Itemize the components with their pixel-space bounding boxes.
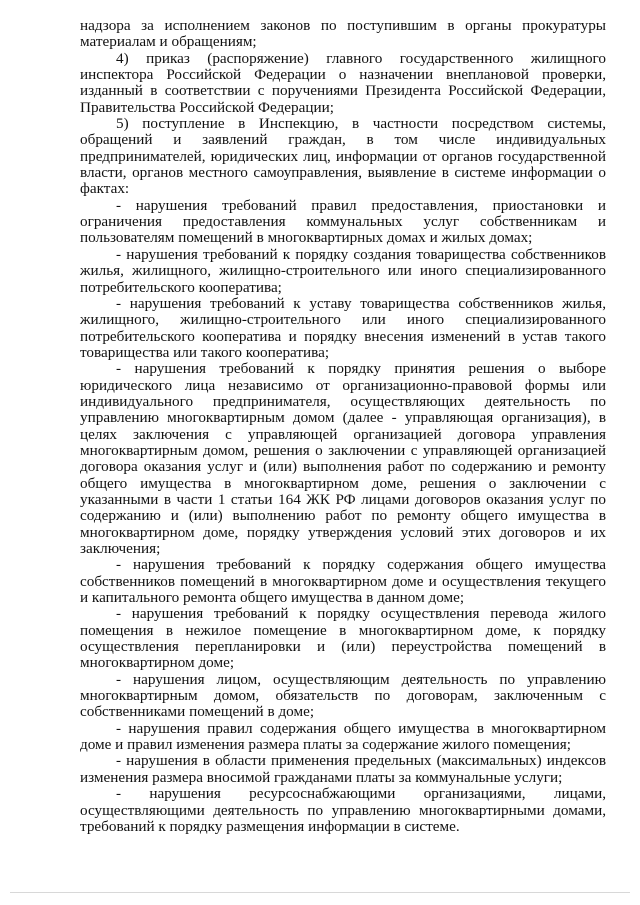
paragraph-item-5: 5) поступление в Инспекцию, в частности посредством системы, обращений и заявлений граждан, в том числе индивидуальных предпринимателей, юридических лиц, информации от органов государственной власти, органов местного самоуправления, выявление в системе информации о фактах: <box>80 115 606 198</box>
bullet-utility-indices: - нарушения в области применения предельных (максимальных) индексов изменения размера вносимой гражданами платы за коммунальные услуги; <box>80 752 606 786</box>
bullet-management-obligations: - нарушения лицом, осуществляющим деятельность по управлению многоквартирным домом, обязательств по договорам, заключенным с собственниками помещений в доме; <box>80 670 606 721</box>
bullet-common-property-maintenance: - нарушения требований к порядку содержания общего имущества собственников помещений в многоквартирном доме и осуществления текущего и капитального ремонта общего имущества в данном доме; <box>80 556 606 607</box>
paragraph-item-4: 4) приказ (распоряжение) главного государственного жилищного инспектора Российской Федерации о назначении внеплановой проверки, изданный в соответствии с поручениями Президента Российской Федерации, Правительства Российской Федерации; <box>80 49 606 116</box>
bullet-utilities-provision: - нарушения требований правил предоставления, приостановки и ограничения предоставления коммунальных услуг собственникам и пользователям помещений в многоквартирных домах и жилых домах; <box>80 196 606 247</box>
document-page <box>80 18 606 835</box>
bullet-hoa-creation: - нарушения требований к порядку создания товарищества собственников жилья, жилищного, жилищно-строительного или иного специализированного потребительского кооператива; <box>80 245 606 296</box>
bullet-maintenance-rules: - нарушения правил содержания общего имущества в многоквартирном доме и правил изменения размера платы за содержание жилого помещения; <box>80 719 606 754</box>
bullet-premises-conversion: - нарушения требований к порядку осуществления перевода жилого помещения в нежилое помещение в многоквартирном доме, к порядку осуществления перепланировки и (или) переустройства помещений в многоквартирном доме; <box>80 605 606 672</box>
bullet-hoa-charter: - нарушения требований к уставу товарищества собственников жилья, жилищного, жилищно-строительного или иного специализированного потребительского кооператива и порядку внесения изменений в устав такого товарищества или такого кооператива; <box>80 294 606 361</box>
bullet-information-disclosure: - нарушения ресурсоснабжающими организациями, лицами, осуществляющими деятельность по управлению многоквартирными домами, требований к порядку размещения информации в системе. <box>80 785 606 835</box>
page-bottom-divider <box>10 892 630 893</box>
bullet-management-selection: - нарушения требований к порядку принятия решения о выборе юридического лица независимо от организационно-правовой формы или индивидуального предпринимателя, осуществляющих деятельность по управлению многоквартирным домом (далее - управляющая организация), в целях заключения с управляющей организацией договора управления многоквартирным домом, решения о заключении с управляющей организацией договора оказания услуг и (или) выполнения работ по содержанию и ремонту общего имущества в многоквартирном доме, решения о заключении с указанными в части 1 статьи 164 ЖК РФ лицами договоров оказания услуг по содержанию и (или) выполнению работ по ремонту общего имущества в многоквартирном доме, порядку утверждения условий этих договоров и их заключения; <box>80 360 606 557</box>
paragraph-continuation: надзора за исполнением законов по поступившим в органы прокуратуры материалам и обращениям; <box>80 17 606 51</box>
